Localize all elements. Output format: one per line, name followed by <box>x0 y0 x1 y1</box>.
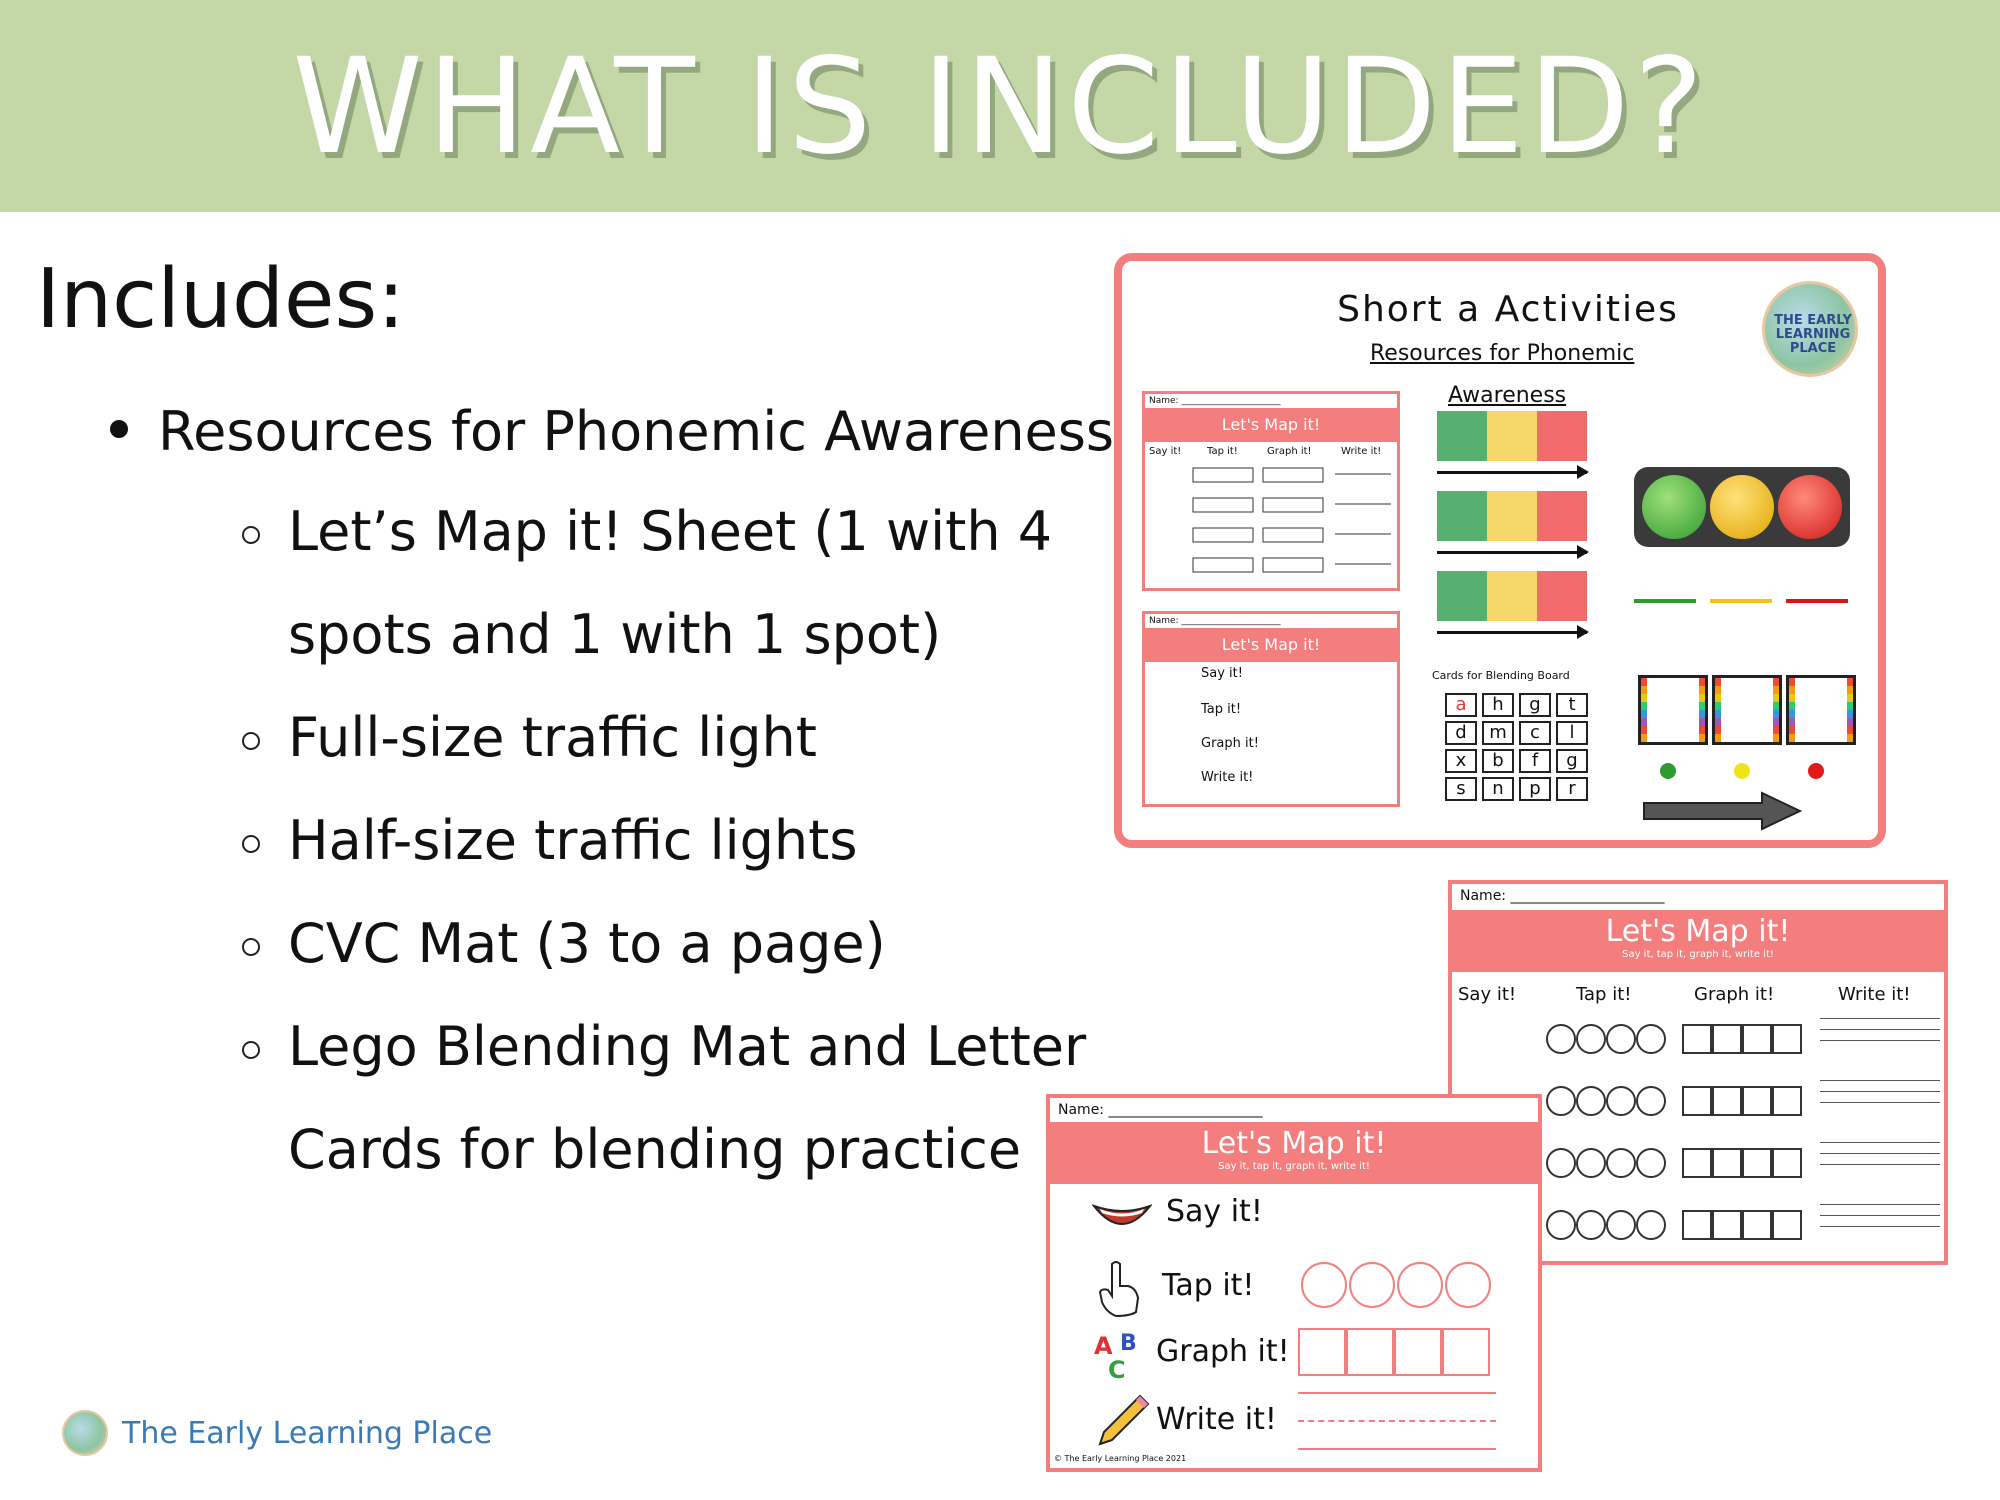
sheet-header <box>1050 1122 1538 1184</box>
mini-grid <box>1145 464 1397 584</box>
letter-card: m <box>1482 721 1514 745</box>
sub-bullet-5-cont <box>288 1118 1021 1181</box>
mini-label-say: Say it! <box>1201 666 1243 681</box>
letter-card: b <box>1482 749 1514 773</box>
letter-card: n <box>1482 777 1514 801</box>
letter-card: x <box>1445 749 1477 773</box>
svg-text:C: C <box>1108 1356 1126 1382</box>
name-label: Name: ______________________ <box>1058 1102 1263 1118</box>
tap-label: Tap it! <box>1162 1268 1255 1303</box>
letter-card: d <box>1445 721 1477 745</box>
letter-card: g <box>1556 749 1588 773</box>
yellow-block <box>1487 411 1537 461</box>
main-bullet <box>110 400 1114 463</box>
sub-bullet-text: Cards for blending practice <box>288 1118 1022 1181</box>
write-label: Write it! <box>1156 1402 1277 1437</box>
includes-heading: Includes: <box>36 252 405 347</box>
mini-sheet-title: Let's Map it! <box>1145 408 1397 442</box>
green-block <box>1437 571 1487 621</box>
map-it-sheet-one <box>1046 1094 1542 1472</box>
letter-card: h <box>1482 693 1514 717</box>
preview-subtitle: Resources for Phonemic <box>1370 341 1635 366</box>
green-block <box>1437 491 1487 541</box>
green-dot <box>1660 763 1676 779</box>
yellow-dot <box>1734 763 1750 779</box>
arrow-right-icon <box>1642 791 1802 831</box>
tap-circles <box>1546 1148 1666 1178</box>
bullet-ring <box>242 938 260 956</box>
page-title: WHAT IS INCLUDED? <box>292 30 1708 184</box>
mini-name-label: Name: ______________________ <box>1149 616 1281 626</box>
main-bullet-text: Resources for Phonemic Awareness <box>158 400 1115 463</box>
letter-card: p <box>1519 777 1551 801</box>
sub-bullet-4 <box>288 912 886 975</box>
sheet-subtitle: Say it, tap it, graph it, write it! <box>1622 949 1774 960</box>
globe-logo-icon <box>1762 281 1858 377</box>
svg-text:B: B <box>1120 1331 1137 1356</box>
write-line-top <box>1298 1392 1496 1394</box>
mini-map-sheet-4 <box>1142 391 1400 591</box>
sub-bullet-3 <box>288 809 857 872</box>
yellow-line <box>1710 599 1772 603</box>
footer-brand <box>62 1410 492 1456</box>
write-line-mid <box>1298 1420 1496 1422</box>
green-lamp <box>1642 475 1706 539</box>
mini-label-tap: Tap it! <box>1207 446 1238 457</box>
green-block <box>1437 411 1487 461</box>
sub-bullet-text: CVC Mat (3 to a page) <box>288 912 886 975</box>
graph-boxes <box>1298 1328 1490 1376</box>
write-lines <box>1820 1080 1940 1113</box>
say-label: Say it! <box>1166 1194 1263 1229</box>
sub-bullet-1 <box>288 500 1052 563</box>
mini-name-label: Name: ______________________ <box>1149 396 1281 406</box>
letter-card: f <box>1519 749 1551 773</box>
write-label: Write it! <box>1838 984 1911 1005</box>
preview-subtitle-2: Awareness <box>1448 383 1567 408</box>
arrow-icon <box>1437 551 1587 554</box>
cards-title: Cards for Blending Board <box>1432 669 1570 682</box>
write-lines <box>1820 1142 1940 1175</box>
brand-name: The Early Learning Place <box>122 1415 493 1451</box>
arrow-icon <box>1437 631 1587 634</box>
mini-map-sheet-1 <box>1142 611 1400 807</box>
red-line <box>1786 599 1848 603</box>
tap-circles <box>1546 1210 1666 1240</box>
say-label: Say it! <box>1458 984 1517 1005</box>
sub-bullet-text: Let’s Map it! Sheet (1 with 4 <box>288 500 1053 563</box>
bullet-ring <box>242 835 260 853</box>
bullet-ring <box>242 732 260 750</box>
half-traffic-strip <box>1437 411 1587 461</box>
graph-boxes <box>1682 1148 1802 1178</box>
svg-text:A: A <box>1094 1332 1113 1360</box>
mini-label-write: Write it! <box>1341 446 1382 457</box>
letter-card: r <box>1556 777 1588 801</box>
sheet-title: Let's Map it! <box>1605 914 1791 949</box>
graph-label: Graph it! <box>1694 984 1775 1005</box>
mini-label-graph: Graph it! <box>1267 446 1312 457</box>
sub-bullet-1-cont <box>288 603 941 666</box>
graph-boxes <box>1682 1210 1802 1240</box>
red-lamp <box>1778 475 1842 539</box>
logo-text: THE EARLY LEARNING PLACE <box>1774 313 1852 356</box>
red-block <box>1537 571 1587 621</box>
letter-card: s <box>1445 777 1477 801</box>
mini-label-say: Say it! <box>1149 446 1182 457</box>
letter-card: g <box>1519 693 1551 717</box>
sub-bullet-text: Lego Blending Mat and Letter <box>288 1015 1087 1078</box>
write-lines <box>1820 1204 1940 1237</box>
globe-logo-icon <box>62 1410 108 1456</box>
arrow-icon <box>1437 471 1587 474</box>
header-banner <box>0 0 2000 212</box>
mini-label-graph: Graph it! <box>1201 736 1259 751</box>
red-dot <box>1808 763 1824 779</box>
mini-label-write: Write it! <box>1201 770 1254 785</box>
tap-hand-icon <box>1094 1260 1144 1318</box>
half-traffic-strip <box>1437 571 1587 621</box>
tap-circles <box>1300 1262 1492 1308</box>
sub-bullet-text: Half-size traffic lights <box>288 809 858 872</box>
letter-cards-grid <box>1445 693 1588 801</box>
yellow-block <box>1487 571 1537 621</box>
sheet-header <box>1452 910 1944 972</box>
name-label: Name: ______________________ <box>1460 888 1665 904</box>
abc-letters-icon <box>1092 1330 1148 1382</box>
graph-boxes <box>1682 1024 1802 1054</box>
bullet-ring <box>242 526 260 544</box>
letter-card: t <box>1556 693 1588 717</box>
half-traffic-strip <box>1437 491 1587 541</box>
write-line-bottom <box>1298 1448 1496 1450</box>
sub-bullet-5 <box>288 1015 1086 1078</box>
pencil-icon <box>1094 1392 1150 1448</box>
mini-label-tap: Tap it! <box>1201 702 1242 717</box>
preview-title: Short a Activities <box>1337 289 1679 330</box>
letter-card: a <box>1445 693 1477 717</box>
tap-circles <box>1546 1086 1666 1116</box>
sub-bullet-text: spots and 1 with 1 spot) <box>288 603 942 666</box>
mini-sheet-title: Let's Map it! <box>1145 628 1397 662</box>
activities-preview <box>1114 253 1886 848</box>
cvc-box <box>1786 675 1856 745</box>
sub-bullet-text: Full-size traffic light <box>288 706 817 769</box>
cvc-box <box>1638 675 1708 745</box>
traffic-light-icon <box>1634 467 1850 547</box>
sub-bullet-2 <box>288 706 817 769</box>
write-lines <box>1820 1018 1940 1051</box>
letter-card: c <box>1519 721 1551 745</box>
green-line <box>1634 599 1696 603</box>
graph-boxes <box>1682 1086 1802 1116</box>
tap-label: Tap it! <box>1576 984 1632 1005</box>
bullet-dot <box>110 420 128 438</box>
cvc-box <box>1712 675 1782 745</box>
yellow-lamp <box>1710 475 1774 539</box>
graph-label: Graph it! <box>1156 1334 1290 1369</box>
mouth-icon <box>1092 1198 1152 1238</box>
red-block <box>1537 491 1587 541</box>
yellow-block <box>1487 491 1537 541</box>
sheet-title: Let's Map it! <box>1201 1126 1387 1161</box>
letter-card: l <box>1556 721 1588 745</box>
red-block <box>1537 411 1587 461</box>
bullet-ring <box>242 1041 260 1059</box>
sheet-subtitle: Say it, tap it, graph it, write it! <box>1218 1161 1370 1172</box>
tap-circles <box>1546 1024 1666 1054</box>
copyright-text: © The Early Learning Place 2021 <box>1054 1454 1187 1463</box>
